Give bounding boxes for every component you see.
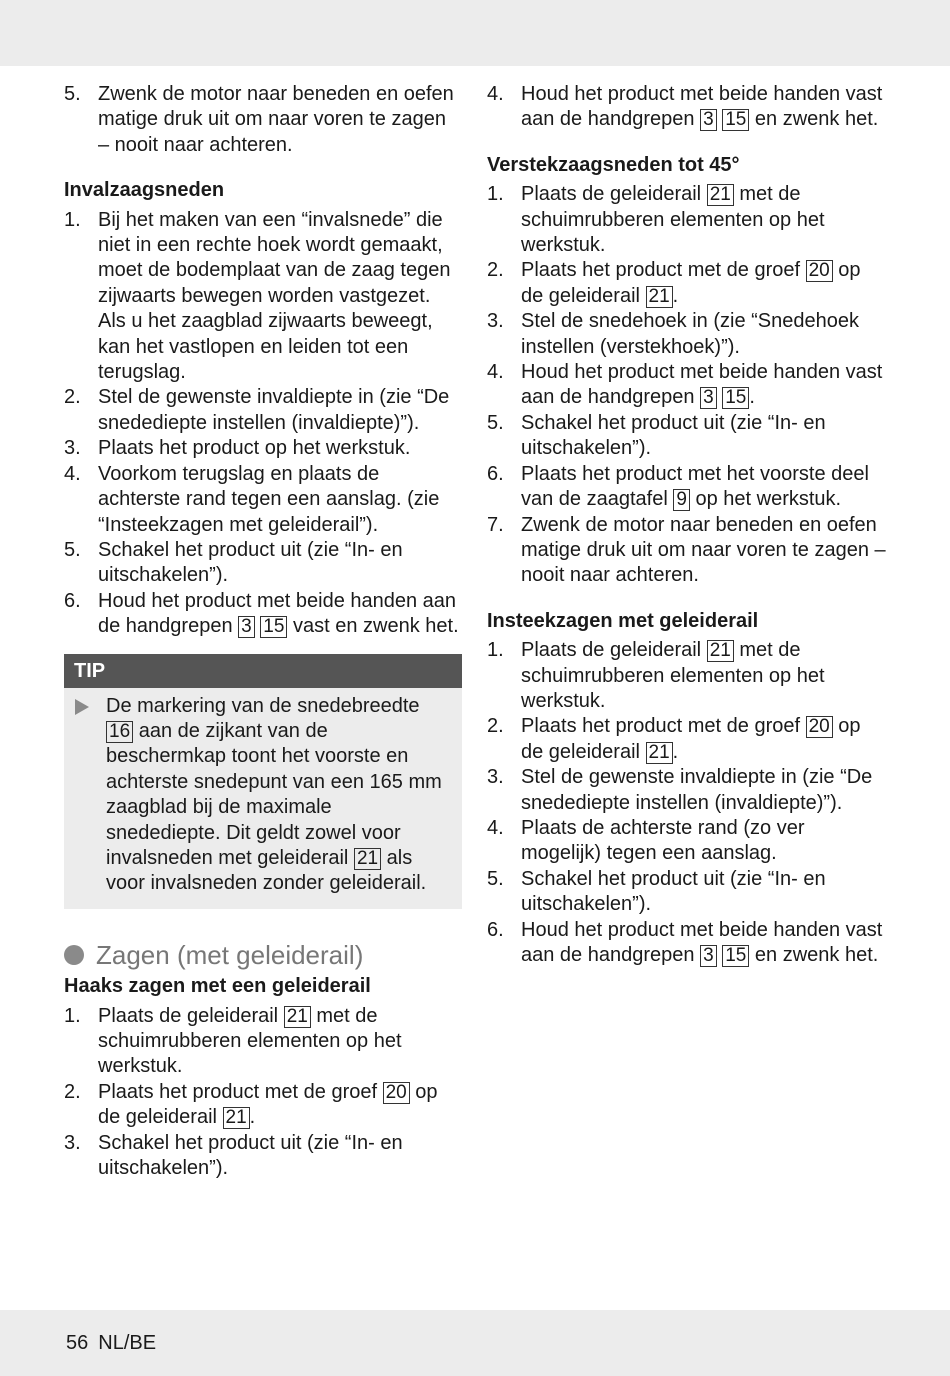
item-text: . xyxy=(672,740,679,763)
item-number: 1. xyxy=(64,208,81,231)
item-number: 5. xyxy=(64,538,81,561)
part-ref: 15 xyxy=(722,109,749,131)
item-text: met de schuimrubberen elementen op het werkstuk. xyxy=(521,183,825,257)
list-item xyxy=(64,385,462,436)
item-number: 7. xyxy=(487,513,504,536)
item-text: Plaats het product met de groef xyxy=(521,715,806,738)
part-ref: 16 xyxy=(106,721,133,743)
item-text: Stel de gewenste invaldiepte in (zie “De snedediepte instellen (invaldiepte)”). xyxy=(521,766,873,814)
item-text: Schakel het product uit (zie “In- en uitschakelen”). xyxy=(98,538,403,587)
insteek-list xyxy=(487,638,887,968)
item-number: 5. xyxy=(64,83,81,105)
list-item xyxy=(487,638,887,714)
item-text: Plaats het product op het werkstuk. xyxy=(98,437,411,460)
heading-invalzaagsneden: Invalzaagsneden xyxy=(64,179,225,202)
tip-text: aan de zijkant van de beschermkap toont het voorste en achterste snedepunt van een 165 mm zaagblad bij de maximale snedediepte. Dit geldt zowel voor invalsneden met geleiderail xyxy=(106,719,442,869)
item-number: 1. xyxy=(64,1004,81,1027)
part-ref: 3 xyxy=(700,945,717,967)
tip-body xyxy=(64,688,462,897)
section-title xyxy=(64,939,462,970)
part-ref: 15 xyxy=(722,945,749,967)
list-item xyxy=(64,82,462,158)
item-number: 6. xyxy=(64,589,81,612)
left-column xyxy=(64,82,462,1181)
item-text: . xyxy=(249,1106,256,1129)
haaks-list xyxy=(64,1004,462,1182)
item-text: Plaats de geleiderail xyxy=(98,1004,284,1027)
section-title-text: Zagen (met geleiderail) xyxy=(96,939,364,970)
item-text: Plaats het product met de groef xyxy=(521,259,806,282)
part-ref: 20 xyxy=(806,260,833,282)
item-number: 4. xyxy=(487,816,504,839)
list-item xyxy=(64,1080,462,1131)
item-text: vast en zwenk het. xyxy=(287,615,459,638)
locale-label: NL/BE xyxy=(98,1332,157,1354)
item-text: Schakel het product uit (zie “In- en uitschakelen”). xyxy=(521,867,826,916)
verstek-list xyxy=(487,182,887,589)
item-text: Houd het product met beide handen vast aan de handgrepen xyxy=(521,918,883,966)
item-text: Plaats de geleiderail xyxy=(521,183,707,206)
part-ref: 21 xyxy=(284,1006,311,1028)
part-ref: 21 xyxy=(707,640,734,662)
item-number: 2. xyxy=(487,259,504,282)
item-text: Stel de gewenste invaldiepte in (zie “De snedediepte instellen (invaldiepte)”). xyxy=(98,386,450,434)
intro-list xyxy=(64,82,462,158)
part-ref: 3 xyxy=(700,387,717,409)
list-item xyxy=(64,436,462,461)
item-number: 6. xyxy=(487,918,504,941)
item-text: Schakel het product uit (zie “In- en uitschakelen”). xyxy=(98,1131,403,1180)
list-item xyxy=(64,589,462,640)
item-number: 2. xyxy=(64,386,81,409)
item-text: met de schuimrubberen elementen op het werkstuk. xyxy=(521,639,825,712)
item-number: 2. xyxy=(487,715,504,738)
list-item xyxy=(487,462,887,513)
item-number: 5. xyxy=(487,411,504,434)
part-ref: 9 xyxy=(673,489,690,511)
item-number: 2. xyxy=(64,1080,81,1103)
item-text: Plaats de geleiderail xyxy=(521,639,707,662)
item-number: 4. xyxy=(487,83,504,105)
item-text: Zwenk de motor naar beneden en oefen matige druk uit om naar voren te zagen – nooit naar achteren. xyxy=(98,83,454,156)
item-text: Plaats het product met de groef xyxy=(98,1080,383,1103)
item-text: op de geleiderail xyxy=(521,715,861,763)
part-ref: 15 xyxy=(260,616,287,638)
intro-list xyxy=(487,82,887,133)
triangle-arrow-icon xyxy=(75,699,89,715)
list-item xyxy=(487,513,887,589)
item-number: 1. xyxy=(487,639,504,662)
list-item xyxy=(487,765,887,816)
list-item xyxy=(487,867,887,918)
item-number: 4. xyxy=(64,462,81,485)
item-number: 5. xyxy=(487,867,504,890)
item-text: en zwenk het. xyxy=(749,944,879,966)
item-number: 6. xyxy=(487,462,504,485)
part-ref: 15 xyxy=(722,387,749,409)
item-text: op het werkstuk. xyxy=(689,488,842,511)
tip-label: TIP xyxy=(64,654,462,688)
list-item xyxy=(64,1004,462,1080)
page-footer xyxy=(66,1332,156,1355)
part-ref: 21 xyxy=(354,848,381,870)
item-number: 3. xyxy=(64,1131,81,1154)
part-ref: 21 xyxy=(646,742,673,764)
item-text: . xyxy=(672,284,679,307)
item-text: Voorkom terugslag en plaats de achterste rand tegen een aanslag. (zie “Insteekzagen met geleiderail”). xyxy=(98,462,440,536)
item-number: 4. xyxy=(487,361,504,384)
item-text: Zwenk de motor naar beneden en oefen matige druk uit om naar voren te zagen – nooit naar achteren. xyxy=(521,513,886,587)
right-column xyxy=(487,82,887,968)
item-text: met de schuimrubberen elementen op het werkstuk. xyxy=(98,1004,402,1078)
tip-box xyxy=(64,654,462,909)
page-number: 56 xyxy=(66,1332,89,1354)
list-item xyxy=(487,918,887,969)
item-text: Plaats de achterste rand (zo ver mogelijk) tegen een aanslag. xyxy=(521,816,805,865)
item-number: 3. xyxy=(487,310,504,333)
invalzaag-list xyxy=(64,208,462,640)
list-item xyxy=(487,411,887,462)
heading-insteekzagen: Insteekzagen met geleiderail xyxy=(487,609,759,632)
list-item xyxy=(487,182,887,258)
list-item xyxy=(64,208,462,386)
item-number: 3. xyxy=(64,437,81,460)
heading-haaks-zagen: Haaks zagen met een geleiderail xyxy=(64,975,371,998)
list-item xyxy=(64,462,462,538)
part-ref: 3 xyxy=(700,109,717,131)
list-item xyxy=(487,360,887,411)
item-number: 1. xyxy=(487,183,504,206)
list-item xyxy=(487,816,887,867)
item-text: Bij het maken van een “invalsnede” die niet in een rechte hoek wordt gemaakt, moet de bodemplaat van de zaag tegen zijwaarts bewegen worden vastgezet. Als u het zaagblad zijwaarts beweegt, kan het vastlopen en leiden tot een terugslag. xyxy=(98,208,451,384)
heading-verstekzaagsneden: Verstekzaagsneden tot 45° xyxy=(487,153,740,176)
item-text: en zwenk het. xyxy=(749,108,879,131)
tip-text: De markering van de snedebreedte xyxy=(106,694,420,717)
part-ref: 21 xyxy=(223,1107,250,1129)
item-text: Plaats het product met het voorste deel van de zaagtafel xyxy=(521,462,869,511)
list-item xyxy=(64,538,462,589)
list-item xyxy=(64,1131,462,1182)
header-band xyxy=(0,0,950,66)
item-number: 3. xyxy=(487,766,504,789)
item-text: Houd het product met beide handen vast aan de handgrepen xyxy=(521,83,883,131)
item-text: Houd het product met beide handen vast aan de handgrepen xyxy=(521,361,883,409)
part-ref: 21 xyxy=(646,286,673,308)
part-ref: 20 xyxy=(806,716,833,738)
part-ref: 21 xyxy=(707,184,734,206)
list-item xyxy=(487,309,887,360)
item-text: . xyxy=(749,386,755,409)
item-text: Stel de snedehoek in (zie “Snedehoek instellen (verstekhoek)”). xyxy=(521,310,860,358)
item-text: op de geleiderail xyxy=(98,1080,438,1129)
list-item xyxy=(487,714,887,765)
part-ref: 20 xyxy=(383,1082,410,1104)
bullet-dot-icon xyxy=(64,945,84,965)
tip-text: als voor invalsneden zonder geleiderail. xyxy=(106,846,427,895)
item-text: Houd het product met beide handen aan de handgrepen xyxy=(98,589,457,638)
list-item xyxy=(487,258,887,309)
item-text: op de geleiderail xyxy=(521,259,861,307)
item-text: Schakel het product uit (zie “In- en uitschakelen”). xyxy=(521,411,826,460)
part-ref: 3 xyxy=(238,616,255,638)
list-item xyxy=(487,82,887,133)
